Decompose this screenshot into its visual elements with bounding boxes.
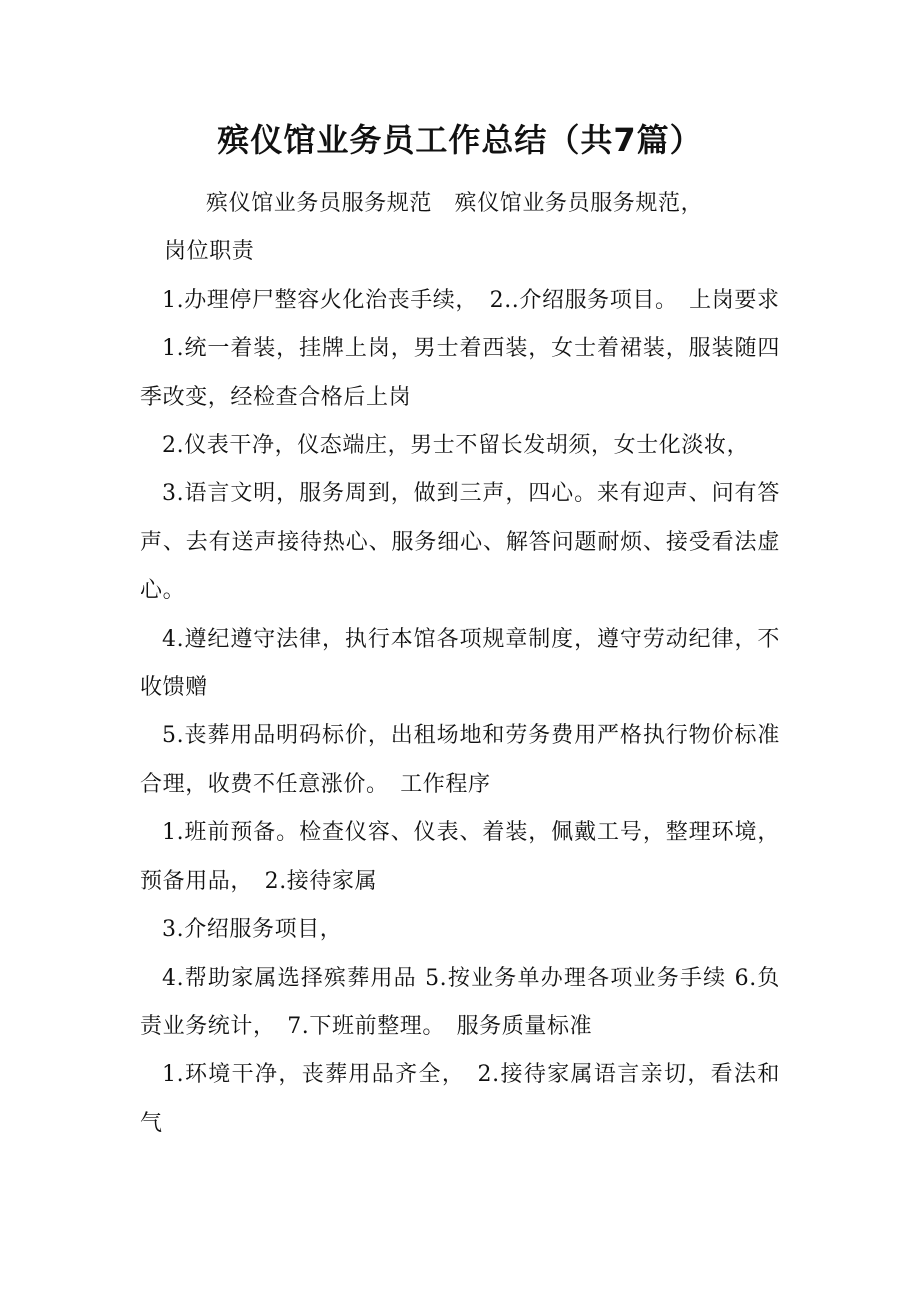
paragraph-item: 1.班前预备。检查仪容、仪表、着装，佩戴工号，整理环境，预备用品， 2.接待家属 — [140, 820, 780, 894]
paragraph-item: 1.环境干净，丧葬用品齐全， 2.接待家属语言亲切，看法和气 — [140, 1062, 780, 1136]
paragraph-heading-duties: 岗位职责 — [164, 239, 255, 265]
paragraph-item: 2.仪表干净，仪态端庄，男士不留长发胡须，女士化淡妆， — [162, 433, 750, 459]
document-title: 殡仪馆业务员工作总结（共7篇） — [217, 121, 703, 159]
paragraph-item: 5.丧葬用品明码标价，出租场地和劳务费用严格执行物价标准合理，收费不任意涨价。 工作程序 — [140, 723, 780, 797]
paragraph-item: 1.统一着装，挂牌上岗，男士着西装，女士着裙装，服装随四季改变，经检查合格后上岗 — [140, 336, 780, 410]
paragraph-item: 1.办理停尸整容火化治丧手续， 2..介绍服务项目。 上岗要求 — [162, 287, 780, 313]
paragraph-item: 4.遵纪遵守法律，执行本馆各项规章制度，遵守劳动纪律，不收馈赠 — [140, 626, 780, 701]
paragraph-item: 3.介绍服务项目， — [162, 917, 343, 943]
paragraph-intro: 殡仪馆业务员服务规范 殡仪馆业务员服务规范， — [206, 191, 704, 216]
paragraph-item: 3.语言文明，服务周到，做到三声，四心。来有迎声、问有答声、去有送声接待热心、服务细心、解答问题耐烦、接受看法虚心。 — [140, 481, 780, 604]
paragraph-item: 4.帮助家属选择殡葬用品 5.按业务单办理各项业务手续 6.负责业务统计， 7.下班前整理。 服务质量标准 — [140, 965, 780, 1039]
document-body — [140, 180, 780, 1148]
